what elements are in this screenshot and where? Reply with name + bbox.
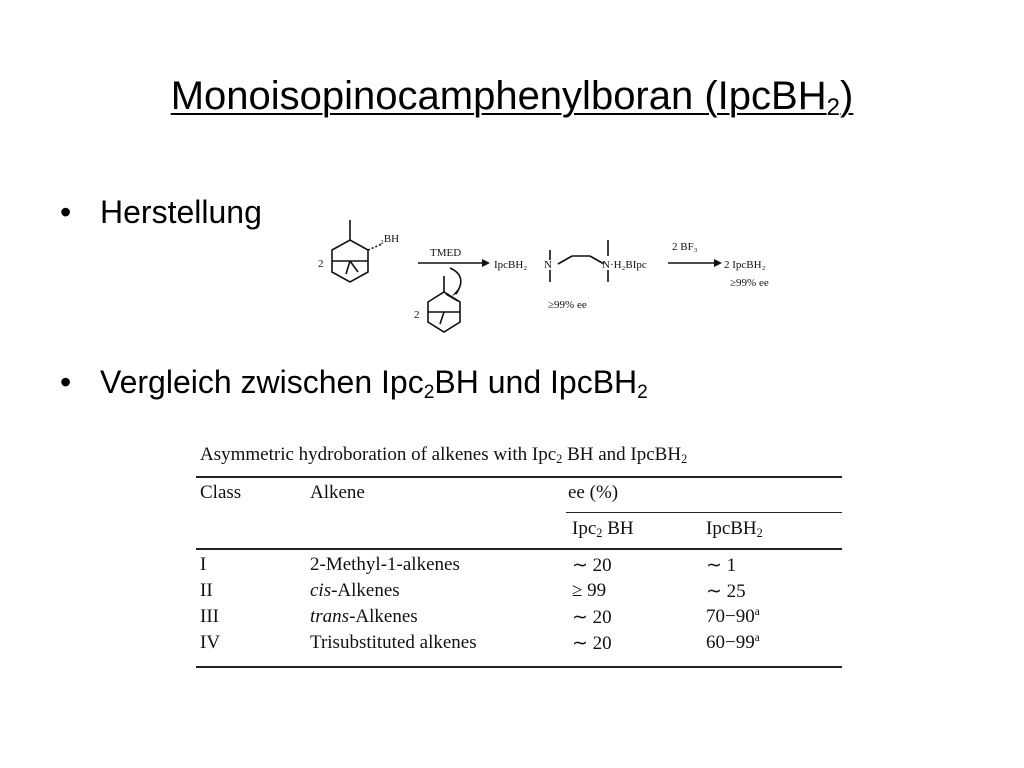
header-ee: ee (%) — [568, 482, 619, 503]
row-ipc2bh: ∼ 20 — [572, 607, 612, 628]
comparison-table — [196, 440, 842, 680]
row-ipc2bh: ≥ 99 — [572, 580, 607, 601]
header-alkene: Alkene — [310, 482, 365, 503]
locant-bottom: 2 — [414, 309, 420, 321]
bullet-subscript: 2 — [637, 381, 648, 403]
row-alkene: cis-Alkenes — [310, 580, 400, 601]
n-left: N — [544, 259, 552, 271]
table-rule-top — [196, 476, 842, 478]
bullet-text-part: BH und IpcBH — [434, 364, 638, 400]
row-ipcbh2: ∼ 25 — [706, 581, 746, 602]
title-main: Monoisopinocamphenylboran (IpcBH — [170, 74, 827, 118]
bullet-dot: • — [60, 194, 72, 230]
bullet-vergleich — [60, 362, 648, 402]
bullet-dot: • — [60, 364, 72, 400]
ee-label: ≥99% ee — [548, 299, 587, 311]
curved-arrow — [450, 268, 461, 294]
nh2bipc-label: N·H₂BIpc — [602, 259, 647, 271]
header-ipcbh2: IpcBH$_2$ — [706, 518, 763, 541]
locant-top: 2 — [318, 258, 324, 270]
reagent-label: ₂BH — [380, 233, 400, 245]
header-ipc2bh: Ipc$_2$ BH — [572, 518, 634, 541]
ipcbh2-left: IpcBH₂ — [494, 259, 528, 271]
row-ipcbh2: $60-99^a$ — [706, 632, 760, 653]
slide-title — [0, 72, 1024, 120]
table-rule-mid — [196, 548, 842, 550]
product-ee-label: ≥99% ee — [730, 277, 769, 289]
bf3-label: 2 BF₃ — [672, 241, 698, 253]
header-class: Class — [200, 482, 242, 503]
row-class: IV — [200, 632, 221, 653]
row-class: III — [200, 606, 219, 627]
row-class: II — [200, 580, 213, 601]
row-alkene: Trisubstituted alkenes — [310, 632, 477, 653]
table-rule-bottom — [196, 666, 842, 668]
bullet-text: Herstellung — [100, 194, 262, 230]
bullet-herstellung — [60, 192, 262, 232]
title-suffix: ) — [839, 74, 854, 118]
row-ipcbh2: $70-90^a$ — [706, 606, 760, 627]
bullet-text-part: Vergleich zwischen Ipc — [100, 364, 424, 400]
row-alkene: trans-Alkenes — [310, 606, 418, 627]
row-alkene: 2-Methyl-1-alkenes — [310, 554, 460, 575]
product-label: 2 IpcBH₂ — [724, 259, 766, 271]
row-ipc2bh: ∼ 20 — [572, 555, 612, 576]
title-subscript: 2 — [826, 94, 840, 121]
reaction-scheme — [310, 210, 785, 340]
table-rule-ee — [566, 512, 842, 513]
row-class: I — [200, 554, 207, 575]
tmed-label: TMED — [430, 247, 462, 259]
title-text — [170, 74, 854, 121]
bullet-subscript: 2 — [423, 381, 435, 403]
table-caption: Asymmetric hydroboration of alkenes with Ipc$_2$ BH and IpcBH$_2$ — [200, 444, 688, 467]
row-ipcbh2: ∼ 1 — [706, 555, 737, 576]
row-ipc2bh: ∼ 20 — [572, 633, 612, 654]
